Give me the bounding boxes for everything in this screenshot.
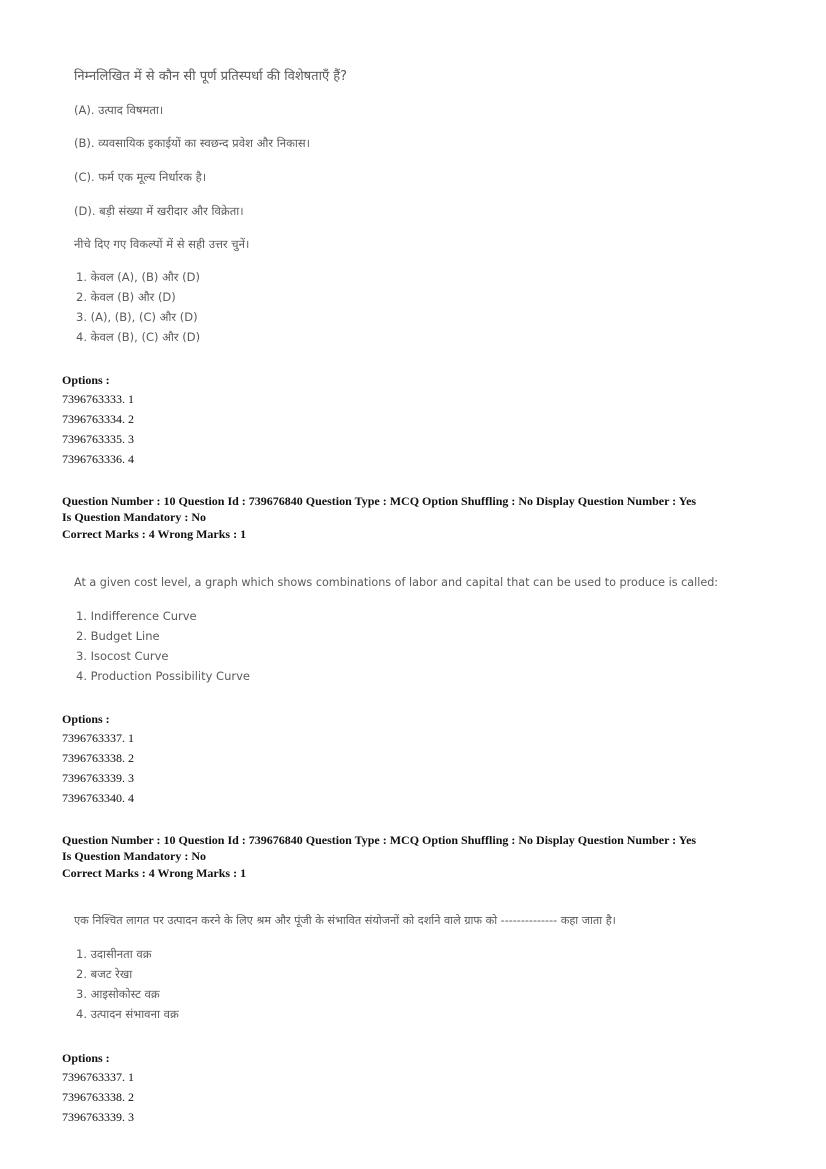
- option-id: 7396763336. 4: [62, 452, 134, 466]
- option-id: 7396763335. 3: [62, 432, 134, 446]
- instruction-text: नीचे दिए गए विकल्पों में से सही उत्तर चुनें।: [74, 237, 250, 251]
- question-meta-line: Question Number : 10 Question Id : 739676840 Question Type : MCQ Option Shuffling : No Display Question Number : Yes: [62, 833, 697, 847]
- statement-d: (D). बड़ी संख्या में खरीदार और विक्रेता।: [74, 204, 244, 218]
- option-id: 7396763339. 3: [62, 1110, 134, 1124]
- choice-4: 4. Production Possibility Curve: [76, 669, 250, 683]
- options-label: Options :: [62, 373, 110, 387]
- options-label: Options :: [62, 1051, 110, 1065]
- choice-1: 1. उदासीनता वक्र: [76, 947, 152, 961]
- question-marks: Correct Marks : 4 Wrong Marks : 1: [62, 527, 247, 541]
- choice-3: 3. (A), (B), (C) और (D): [76, 310, 198, 324]
- option-id: 7396763339. 3: [62, 771, 134, 785]
- option-id: 7396763333. 1: [62, 392, 134, 406]
- question-text: एक निश्चित लागत पर उत्पादन करने के लिए श्रम और पूंजी के संभावित संयोजनों को दर्शाने वाले ग्राफ को -------------- कहा जाता है।: [74, 914, 616, 927]
- statement-b: (B). व्यवसायिक इकाईयों का स्वछन्द प्रवेश और निकास।: [74, 136, 311, 150]
- choice-4: 4. उत्पादन संभावना वक्र: [76, 1007, 179, 1021]
- option-id: 7396763334. 2: [62, 412, 134, 426]
- choice-3: 3. आइसोकोस्ट वक्र: [76, 987, 160, 1001]
- option-id: 7396763338. 2: [62, 1090, 134, 1104]
- question-text: At a given cost level, a graph which shows combinations of labor and capital that can be used to produce is called:: [74, 576, 719, 589]
- choice-1: 1. Indifference Curve: [76, 609, 197, 623]
- choice-2: 2. Budget Line: [76, 629, 160, 643]
- question-meta-line: Question Number : 10 Question Id : 739676840 Question Type : MCQ Option Shuffling : No Display Question Number : Yes: [62, 494, 697, 508]
- choice-2: 2. केवल (B) और (D): [76, 290, 176, 304]
- question-marks: Correct Marks : 4 Wrong Marks : 1: [62, 866, 247, 880]
- choice-3: 3. Isocost Curve: [76, 649, 169, 663]
- choice-2: 2. बजट रेखा: [76, 967, 133, 981]
- option-id: 7396763337. 1: [62, 731, 134, 745]
- options-label: Options :: [62, 712, 110, 726]
- choice-1: 1. केवल (A), (B) और (D): [76, 270, 200, 284]
- statement-c: (C). फर्म एक मूल्य निर्धारक है।: [74, 170, 207, 184]
- question-mandatory: Is Question Mandatory : No: [62, 510, 207, 524]
- question-mandatory: Is Question Mandatory : No: [62, 849, 207, 863]
- choice-4: 4. केवल (B), (C) और (D): [76, 330, 201, 344]
- question-text: निम्नलिखित में से कौन सी पूर्ण प्रतिस्पर्धा की विशेषताएँ हैं?: [74, 69, 348, 84]
- option-id: 7396763340. 4: [62, 791, 134, 805]
- option-id: 7396763337. 1: [62, 1070, 134, 1084]
- option-id: 7396763338. 2: [62, 751, 134, 765]
- statement-a: (A). उत्पाद विषमता।: [74, 103, 164, 117]
